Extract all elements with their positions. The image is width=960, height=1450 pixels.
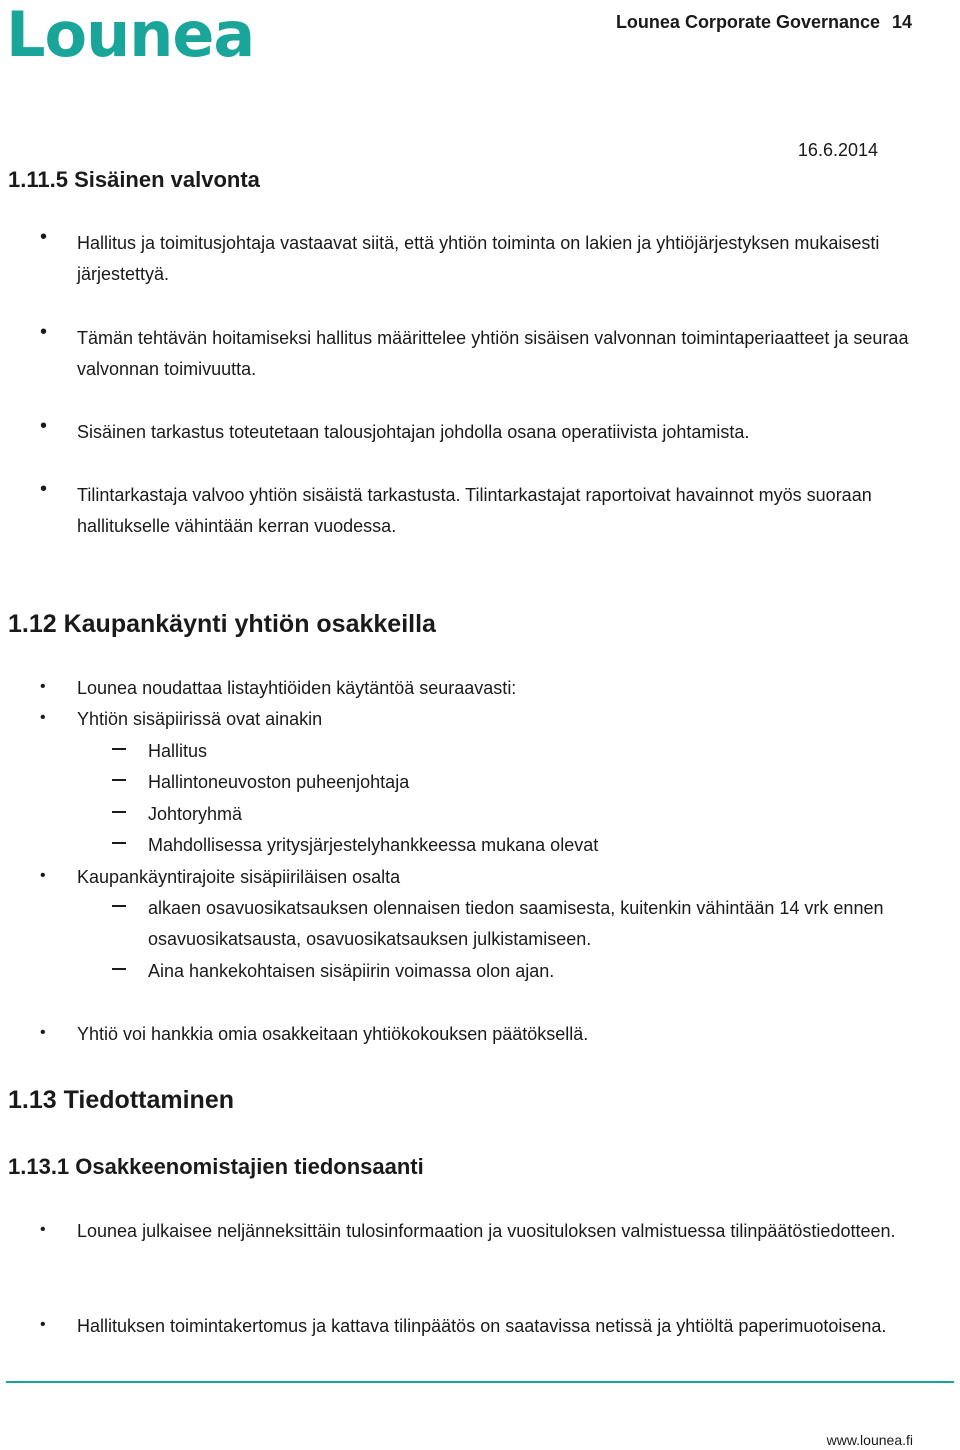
sub-list-item-text: Hallintoneuvoston puheenjohtaja	[148, 772, 410, 792]
dash-icon	[112, 905, 126, 907]
sub-list-item-text: alkaen osavuosikatsauksen olennaisen tiedon saamisesta, kuitenkin vähintään 14 vrk ennen osavuosikatsausta, osavuosikatsauksen julkistamiseen.	[148, 898, 884, 949]
list-item-text: Hallitus ja toimitusjohtaja vastaavat siitä, että yhtiön toiminta on lakien ja yhtiöjärjestyksen mukaisesti järjestettyä.	[77, 233, 880, 284]
dash-icon	[112, 811, 126, 813]
sub-list-item-text: Johtoryhmä	[148, 804, 243, 824]
list-item-text: Kaupankäyntirajoite sisäpiiriläisen osalta	[77, 867, 401, 887]
page-number: 14	[892, 12, 913, 32]
bullet-icon: •	[40, 478, 48, 500]
footer-url: www.lounea.fi	[826, 1432, 913, 1448]
heading-sisainen-valvonta: 1.11.5 Sisäinen valvonta	[8, 167, 260, 192]
list-item-text: Lounea julkaisee neljänneksittäin tulosinformaation ja vuosituloksen valmistuessa tilinpäätöstiedotteen.	[77, 1221, 896, 1241]
bullet-icon: •	[40, 415, 48, 437]
lounea-logo: Lounea	[6, 0, 255, 71]
heading-kaupankaynti: 1.12 Kaupankäynti yhtiön osakkeilla	[8, 610, 436, 638]
bullet-icon: •	[40, 709, 46, 726]
list-item-text: Tilintarkastaja valvoo yhtiön sisäistä tarkastusta. Tilintarkastajat raportoivat havainnot myös suoraan hallitukselle vähintään kerran vuodessa.	[77, 485, 872, 536]
dash-icon	[112, 779, 126, 781]
bullet-icon: •	[40, 321, 48, 343]
list-item-text: Lounea noudattaa listayhtiöiden käytäntöä seuraavasti:	[77, 678, 517, 698]
bullet-icon: •	[40, 678, 46, 695]
bullet-icon: •	[40, 1024, 46, 1041]
footer-divider	[6, 1381, 954, 1383]
list-item-text: Sisäinen tarkastus toteutetaan talousjohtajan johdolla osana operatiivista johtamista.	[77, 422, 750, 442]
heading-tiedottaminen: 1.13 Tiedottaminen	[8, 1086, 234, 1114]
bullet-icon: •	[40, 1316, 46, 1333]
dash-icon	[112, 842, 126, 844]
list-item-text: Yhtiön sisäpiirissä ovat ainakin	[77, 709, 323, 729]
document-date: 16.6.2014	[797, 140, 878, 160]
sub-list-item-text: Aina hankekohtaisen sisäpiirin voimassa olon ajan.	[148, 961, 555, 981]
sub-list-item-text: Hallitus	[148, 741, 208, 761]
list-item-text: Yhtiö voi hankkia omia osakkeitaan yhtiökokouksen päätöksellä.	[77, 1024, 589, 1044]
dash-icon	[112, 748, 126, 750]
bullet-icon: •	[40, 867, 46, 884]
bullet-icon: •	[40, 1221, 46, 1238]
header-title: Lounea Corporate Governance	[615, 12, 880, 32]
list-item-text: Hallituksen toimintakertomus ja kattava tilinpäätös on saatavissa netissä ja yhtiöltä paperimuotoisena.	[77, 1316, 887, 1336]
sub-list-item-text: Mahdollisessa yritysjärjestelyhankkeessa mukana olevat	[148, 835, 599, 855]
bullet-icon: •	[40, 226, 48, 248]
list-item-text: Tämän tehtävän hoitamiseksi hallitus määrittelee yhtiön sisäisen valvonnan toimintaperiaatteet ja seuraa valvonnan toimivuutta.	[77, 328, 909, 379]
heading-osakkeenomistajien-tiedonsaanti: 1.13.1 Osakkeenomistajien tiedonsaanti	[8, 1154, 424, 1179]
dash-icon	[112, 968, 126, 970]
